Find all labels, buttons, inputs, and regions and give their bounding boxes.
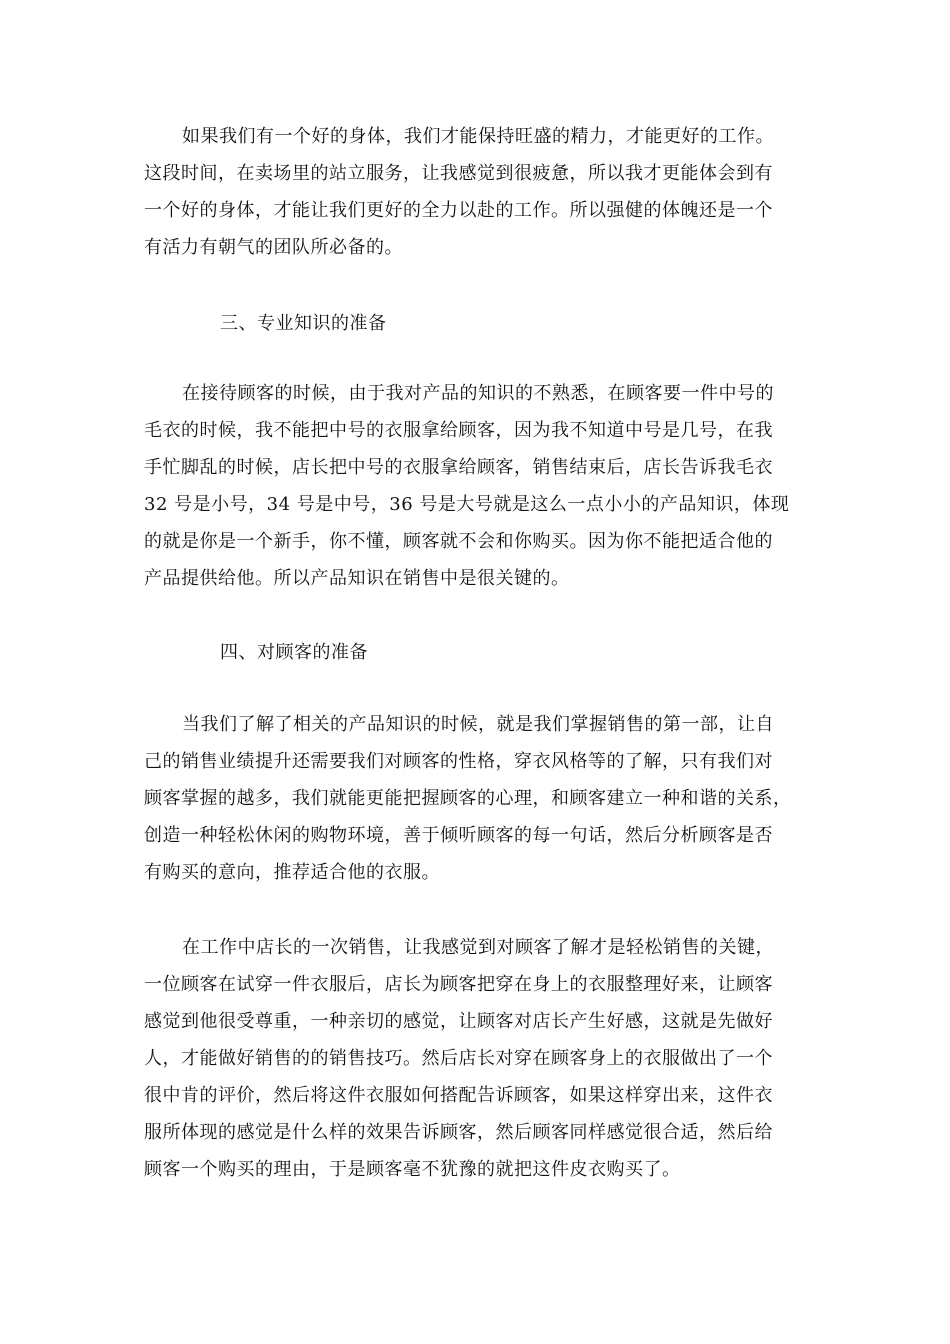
- paragraph-sales-example: [144, 929, 812, 1188]
- paragraph-line: 当我们了解了相关的产品知识的时候，就是我们掌握销售的第一部，让自: [182, 714, 774, 735]
- paragraph-body-fitness: [144, 118, 812, 266]
- paragraph-line: 毛衣的时候，我不能把中号的衣服拿给顾客，因为我不知道中号是几号，在我: [144, 420, 773, 441]
- paragraph-line: 这段时间，在卖场里的站立服务，让我感觉到很疲惫，所以我才更能体会到有: [144, 163, 773, 184]
- paragraph-line: 感觉到他很受尊重，一种亲切的感觉，让顾客对店长产生好感，这就是先做好: [144, 1011, 773, 1032]
- paragraph-line: 在工作中店长的一次销售，让我感觉到对顾客了解才是轻松销售的关键，: [182, 937, 774, 958]
- paragraph-line: 创造一种轻松休闲的购物环境，善于倾听顾客的每一句话，然后分析顾客是否: [144, 825, 773, 846]
- paragraph-line: 有购买的意向，推荐适合他的衣服。: [144, 862, 440, 883]
- paragraph-product-knowledge: [144, 375, 812, 597]
- paragraph-line: 顾客掌握的越多，我们就能更能把握顾客的心理，和顾客建立一种和谐的关系，: [144, 788, 792, 809]
- paragraph-line: 顾客一个购买的理由，于是顾客毫不犹豫的就把这件皮衣购买了。: [144, 1159, 681, 1180]
- paragraph-line: 一个好的身体，才能让我们更好的全力以赴的工作。所以强健的体魄还是一个: [144, 200, 773, 221]
- paragraph-line: 有活力有朝气的团队所必备的。: [144, 237, 403, 258]
- paragraph-line: 一位顾客在试穿一件衣服后，店长为顾客把穿在身上的衣服整理好来，让顾客: [144, 974, 773, 995]
- paragraph-line: 手忙脚乱的时候，店长把中号的衣服拿给顾客，销售结束后，店长告诉我毛衣: [144, 457, 773, 478]
- paragraph-line: 很中肯的评价，然后将这件衣服如何搭配告诉顾客，如果这样穿出来，这件衣: [144, 1085, 773, 1106]
- section-heading-product-knowledge: 三、专业知识的准备: [220, 313, 387, 334]
- paragraph-line: 如果我们有一个好的身体，我们才能保持旺盛的精力，才能更好的工作。: [182, 126, 774, 147]
- paragraph-line: 人，才能做好销售的的销售技巧。然后店长对穿在顾客身上的衣服做出了一个: [144, 1048, 773, 1069]
- paragraph-line: 己的销售业绩提升还需要我们对顾客的性格，穿衣风格等的了解，只有我们对: [144, 751, 773, 772]
- paragraph-line: 服所体现的感觉是什么样的效果告诉顾客，然后顾客同样感觉很合适，然后给: [144, 1122, 773, 1143]
- paragraph-line: 产品提供给他。所以产品知识在销售中是很关键的。: [144, 568, 570, 589]
- paragraph-line: 的就是你是一个新手，你不懂，顾客就不会和你购买。因为你不能把适合他的: [144, 531, 773, 552]
- paragraph-line: 32 号是小号，34 号是中号，36 号是大号就是这么一点小小的产品知识，体现: [144, 494, 790, 515]
- paragraph-line: 在接待顾客的时候，由于我对产品的知识的不熟悉，在顾客要一件中号的: [182, 383, 774, 404]
- section-heading-customer-preparation: 四、对顾客的准备: [220, 642, 368, 663]
- paragraph-customer-understanding: [144, 706, 812, 891]
